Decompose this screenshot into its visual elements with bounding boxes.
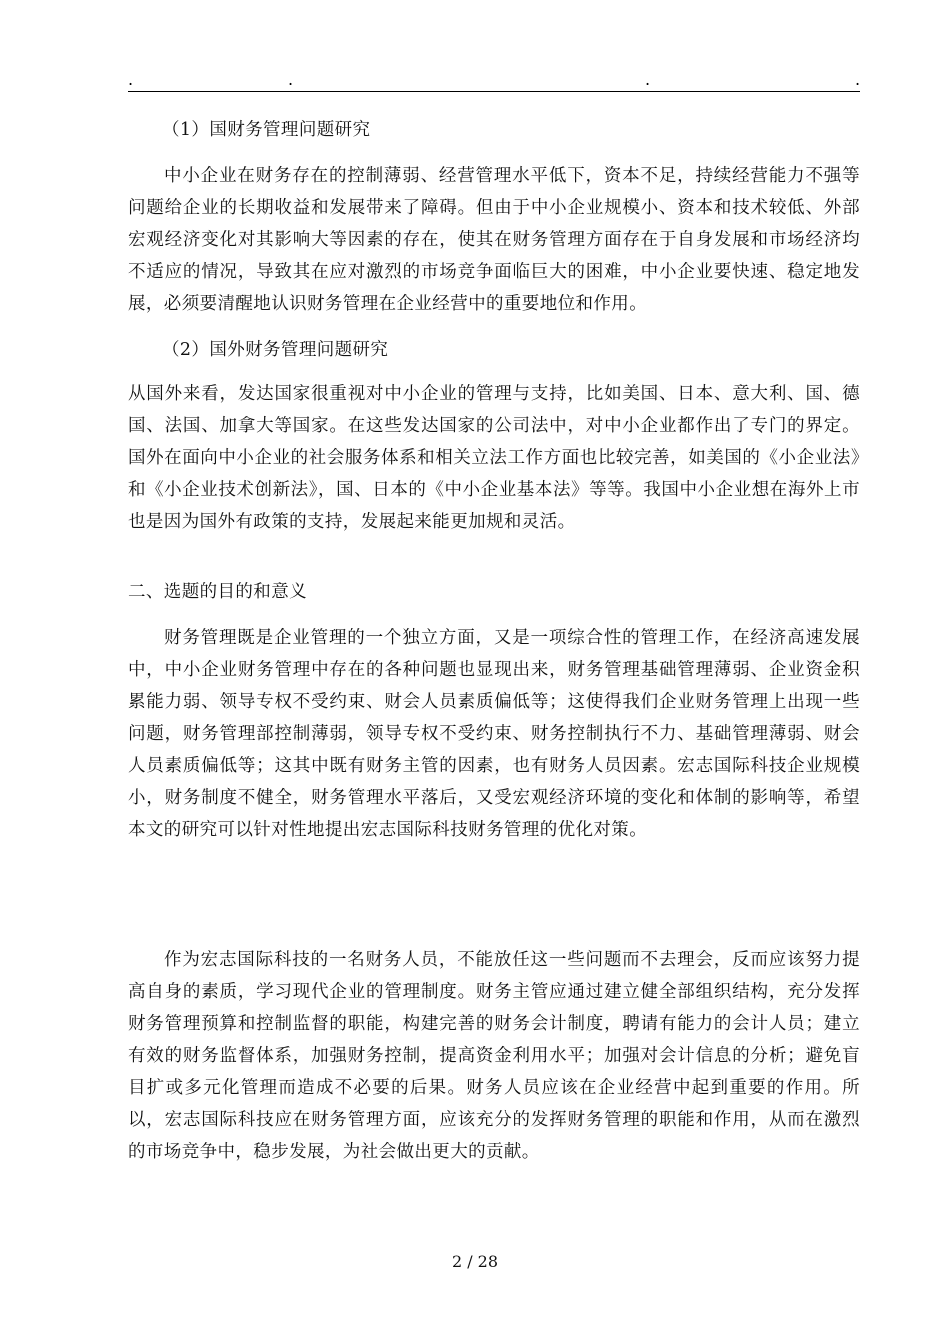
paragraph-purpose-1: 财务管理既是企业管理的一个独立方面，又是一项综合性的管理工作，在经济高速发展中，中小企业财务管理中存在的各种问题也显现出来，财务管理基础管理薄弱、企业资金积累能力弱、领导专权不受约束、财会人员素质偏低等；这使得我们企业财务管理上出现一些问题，财务管理部控制薄弱，领导专权不受约束、财务控制执行不力、基础管理薄弱、财会人员素质偏低等；这其中既有财务主管的因素，也有财务人员因素。宏志国际科技企业规模小，财务制度不健全，财务管理水平落后，又受宏观经济环境的变化和体制的影响等，希望本文的研究可以针对性地提出宏志国际科技财务管理的优化对策。 [128, 628, 860, 840]
header-dot: . [645, 70, 651, 89]
section-heading-purpose: 二、选题的目的和意义 [128, 582, 307, 602]
subsection-heading-foreign: （2）国外财务管理问题研究 [162, 340, 389, 360]
page-number: 2 / 28 [451, 1252, 499, 1271]
header-rule [128, 91, 860, 92]
paragraph-domestic-research: 中小企业在财务存在的控制薄弱、经营管理水平低下，资本不足，持续经营能力不强等问题给企业的长期收益和发展带来了障碍。但由于中小企业规模小、资本和技术较低、外部宏观经济变化对其影响大等因素的存在，使其在财务管理方面存在于自身发展和市场经济均不适应的情况，导致其在应对激烈的市场竞争面临巨大的困难，中小企业要快速、稳定地发展，必须要清醒地认识财务管理在企业经营中的重要地位和作用。 [128, 166, 860, 314]
header-dot: . [128, 70, 134, 89]
paragraph-purpose-2: 作为宏志国际科技的一名财务人员，不能放任这一些问题而不去理会，反而应该努力提高自身的素质，学习现代企业的管理制度。财务主管应通过建立健全部组织结构，充分发挥财务管理预算和控制监督的职能，构建完善的财务会计制度，聘请有能力的会计人员；建立有效的财务监督体系，加强财务控制，提高资金利用水平；加强对会计信息的分析；避免盲目扩或多元化管理而造成不必要的后果。财务人员应该在企业经营中起到重要的作用。所以，宏志国际科技应在财务管理方面，应该充分的发挥财务管理的职能和作用，从而在激烈的市场竞争中，稳步发展，为社会做出更大的贡献。 [128, 950, 860, 1162]
subsection-heading-domestic: （1）国财务管理问题研究 [162, 120, 371, 140]
paragraph-foreign-research: 从国外来看，发达国家很重视对中小企业的管理与支持，比如美国、日本、意大利、国、德国、法国、加拿大等国家。在这些发达国家的公司法中，对中小企业都作出了专门的界定。国外在面向中小企业的社会服务体系和相关立法工作方面也比较完善，如美国的《小企业法》和《小企业技术创新法》，国、日本的《中小企业基本法》等等。我国中小企业想在海外上市也是因为国外有政策的支持，发展起来能更加规和灵活。 [128, 384, 860, 532]
header-dot: . [855, 70, 861, 89]
header-dot: . [288, 70, 294, 89]
